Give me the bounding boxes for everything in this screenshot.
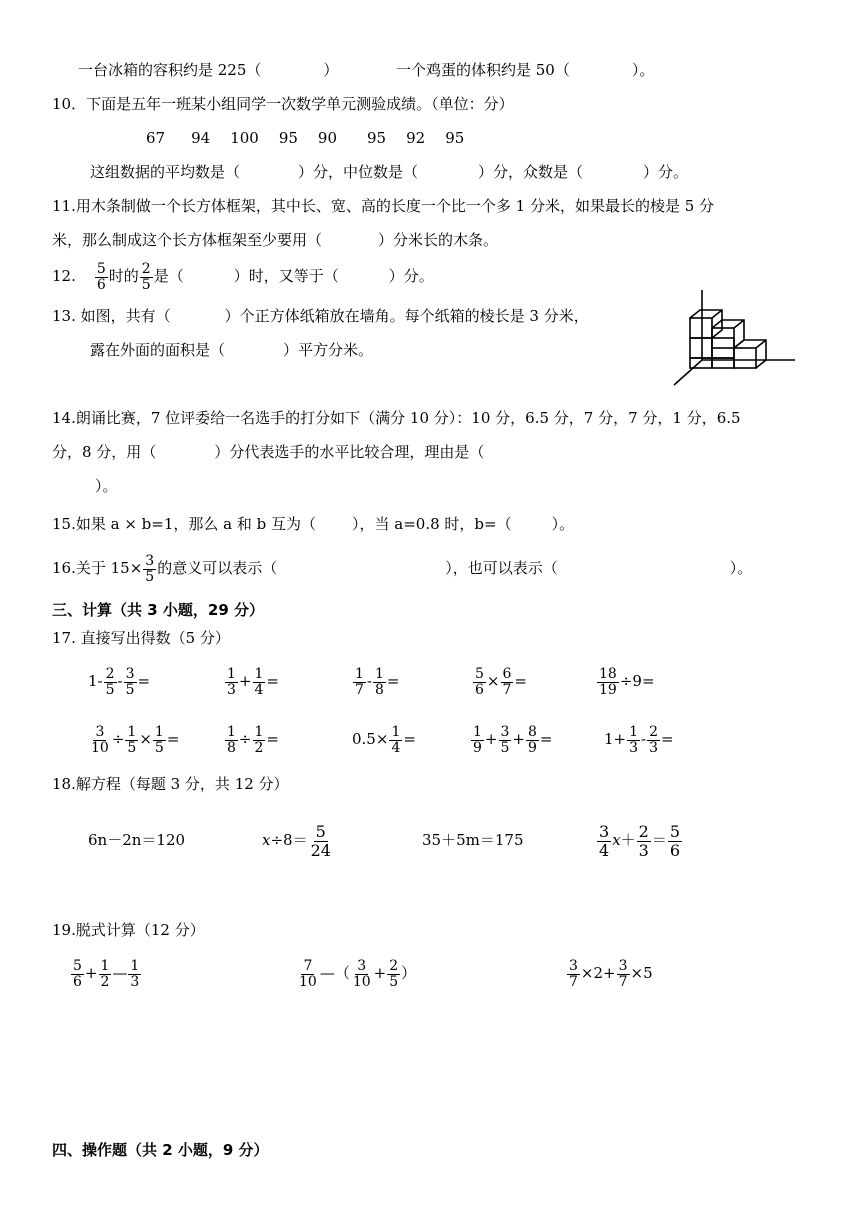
q19-expr-b: $\frac{7}{10}$ —（ $\frac{3}{10}$ + $\frac{2}{5}$ ） <box>299 957 417 990</box>
q13-line2: 露在外面的面积是（ ）平方分米。 <box>90 341 374 359</box>
q14-line2: 分，8 分，用（ ）分代表选手的水平比较合理，理由是（ <box>52 443 485 461</box>
q17-title: 17. 直接写出得数（5 分） <box>52 629 230 647</box>
q15: 15.如果 a × b=1，那么 a 和 b 互为（ ），当 a=0.8 时，b=（ ）。 <box>52 515 575 533</box>
q17-r1-e: $\frac{18}{19}$ ÷9= <box>599 665 655 698</box>
section4-title: 四、操作题（共 2 小题，9 分） <box>52 1141 269 1159</box>
q17-r2-d: $\frac{1}{9}$ + $\frac{3}{5}$ + $\frac{8}{9}$ = <box>473 723 553 756</box>
q18-eq2: x÷8＝ $\frac{5}{24}$ <box>262 821 331 860</box>
q11-line2: 米，那么制成这个长方体框架至少要用（ ）分米长的木条。 <box>52 231 499 249</box>
q18-eq3: 35＋5m＝175 <box>422 831 524 849</box>
q17-r2-c: 0.5× $\frac{1}{4}$ = <box>352 723 416 756</box>
score-value: 90 <box>317 129 338 147</box>
score-value: 67 <box>146 129 166 147</box>
q13-line1: 13. 如图，共有（ ）个正方体纸箱放在墙角。每个纸箱的棱长是 3 分米， <box>52 307 589 325</box>
q19-expr-c: $\frac{3}{7}$ ×2+ $\frac{3}{7}$ ×5 <box>569 957 653 990</box>
q17-r2-a: $\frac{3}{10}$ ÷ $\frac{1}{5}$ × $\frac{1}{5}$ = <box>91 723 180 756</box>
q17-r1-b: $\frac{1}{3}$ + $\frac{1}{4}$ = <box>227 665 279 698</box>
q16: 16.关于 15× $\frac{3}{5}$ 的意义可以表示（ ），也可以表示（ ）。 <box>52 552 753 585</box>
egg-question: 一个鸡蛋的体积约是 50（ ）。 <box>396 61 655 79</box>
q17-r2-e: 1+ $\frac{1}{3}$ - $\frac{2}{3}$ = <box>604 723 674 756</box>
q14-line3: ）。 <box>95 477 118 495</box>
score-value: 95 <box>278 129 298 147</box>
q17-r1-c: $\frac{1}{7}$ - $\frac{1}{8}$ = <box>355 665 400 698</box>
q17-r1-a: 1- $\frac{2}{5}$ - $\frac{3}{5}$ = <box>88 665 151 698</box>
score-value: 95 <box>445 129 465 147</box>
score-value: 100 <box>230 129 259 147</box>
q11-line1: 11.用木条制做一个长方体框架，其中长、宽、高的长度一个比一个多 1 分米，如果最长的棱是 5 分 <box>52 197 715 215</box>
section3-title: 三、计算（共 3 小题，29 分） <box>52 601 264 619</box>
q10-text: 10．下面是五年一班某小组同学一次数学单元测验成绩。（单位：分） <box>52 95 514 113</box>
q19-expr-a: $\frac{5}{6}$ + $\frac{1}{2}$ — $\frac{1}{3}$ <box>73 957 140 990</box>
q14-line1: 14.朗诵比赛，7 位评委给一名选手的打分如下（满分 10 分）：10 分，6.5 分，7 分，7 分，1 分，6.5 <box>52 409 741 427</box>
q18-eq1: 6n－2n＝120 <box>88 831 186 849</box>
score-value: 92 <box>406 129 426 147</box>
q12: 12. $\frac{5}{6}$ 时的 $\frac{2}{5}$ 是（ ）时，又等于（ ）分。 <box>52 260 434 293</box>
q17-r2-b: $\frac{1}{8}$ ÷ $\frac{1}{2}$ = <box>227 723 279 756</box>
q18-eq4: $\frac{3}{4}$ x＋ $\frac{2}{3}$ ＝ $\frac{5}{6}$ <box>599 821 681 860</box>
q17-r1-d: $\frac{5}{6}$ × $\frac{6}{7}$ = <box>475 665 527 698</box>
q10-blanks: 这组数据的平均数是（ ）分，中位数是（ ）分，众数是（ ）分。 <box>90 163 689 181</box>
score-value: 94 <box>191 129 211 147</box>
cube-stack-figure <box>662 288 802 388</box>
q19-title: 19.脱式计算（12 分） <box>52 921 205 939</box>
score-value: 95 <box>367 129 387 147</box>
q10-scores <box>146 128 464 148</box>
q18-title: 18.解方程（每题 3 分，共 12 分） <box>52 775 289 793</box>
fridge-question: 一台冰箱的容积约是 225（ ） <box>78 61 339 79</box>
